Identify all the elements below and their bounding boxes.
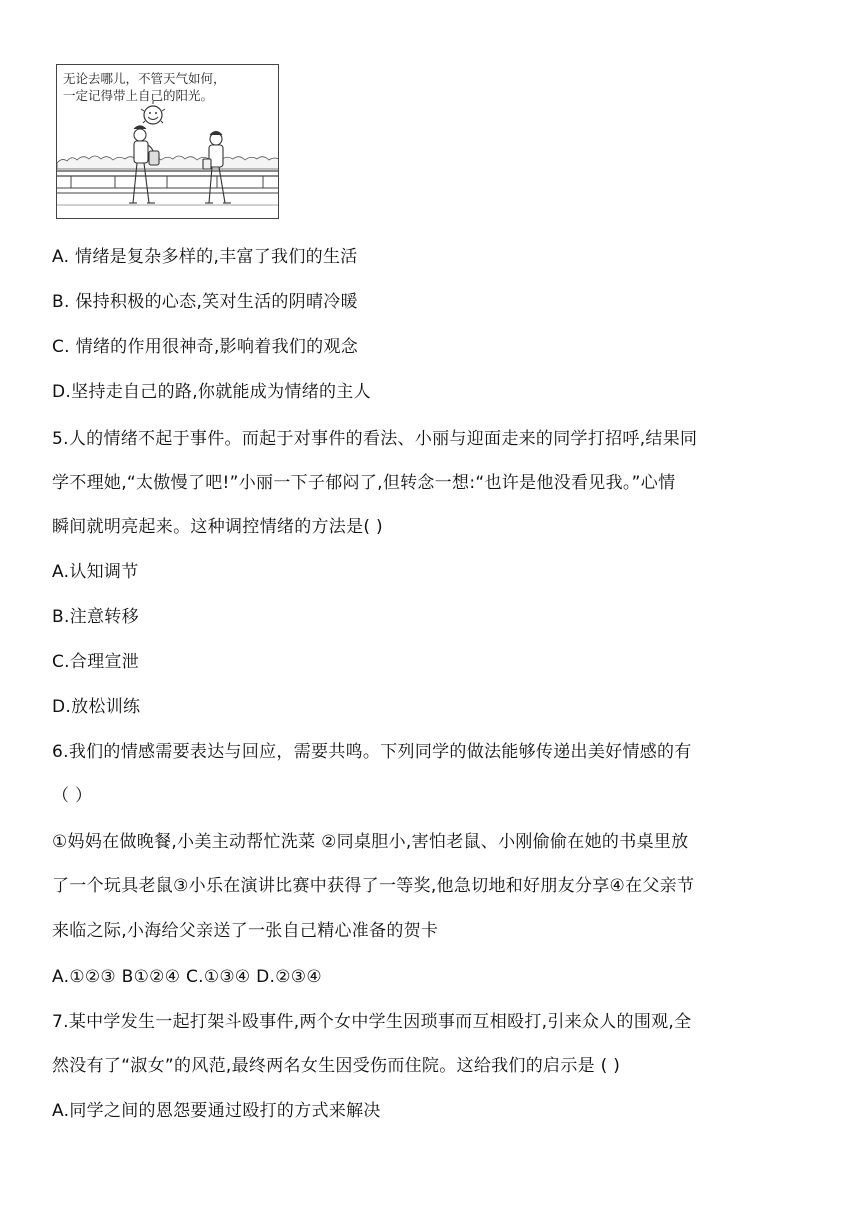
question-6-statements-line-1: ①妈妈在做晚餐,小美主动帮忙洗菜 ②同桌胆小,害怕老鼠、小刚偷偷在她的书桌里放 [52,832,689,852]
question-5-line-1: 5.人的情绪不起于事件。而起于对事件的看法、小丽与迎面走来的同学打招呼,结果同 [52,429,698,449]
question-6-line-2: （ ） [52,786,93,806]
option-b-q4: B. 保持积极的心态,笑对生活的阴晴冷暖 [52,292,358,312]
option-b-q5: B.注意转移 [52,607,139,627]
question-6-options: A.①②③ B①②④ C.①③④ D.②③④ [52,967,322,987]
cartoon-illustration [56,64,279,219]
question-5-line-2: 学不理她,“太傲慢了吧!”小丽一下子郁闷了,但转念一想:“也许是他没看见我。”心情 [52,473,676,493]
question-5-line-3: 瞬间就明亮起来。这种调控情绪的方法是( ) [52,517,383,537]
smiling-sun-icon [141,101,165,124]
option-a-q4: A. 情绪是复杂多样的,丰富了我们的生活 [52,247,358,267]
question-6-line-1: 6.我们的情感需要表达与回应，需要共鸣。下列同学的做法能够传递出美好情感的有 [52,742,692,762]
question-7-line-2: 然没有了“淑女”的风范,最终两名女生因受伤而住院。这给我们的启示是 ( ) [52,1056,621,1076]
option-d-q4: D.坚持走自己的路,你就能成为情绪的主人 [52,382,371,402]
option-a-q5: A.认知调节 [52,562,139,582]
option-d-q5: D.放松训练 [52,697,141,717]
option-c-q4: C. 情绪的作用很神奇,影响着我们的观念 [52,337,359,357]
option-a-q7: A.同学之间的恩怨要通过殴打的方式来解决 [52,1101,381,1121]
question-6-statements-line-2: 了一个玩具老鼠③小乐在演讲比赛中获得了一等奖,他急切地和好朋友分享④在父亲节 [52,876,695,896]
option-c-q5: C.合理宣泄 [52,652,140,672]
question-6-statements-line-3: 来临之际,小海给父亲送了一张自己精心准备的贺卡 [52,921,439,941]
cartoon-caption: 无论去哪儿，不管天气如何， 一定记得带上自己的阳光。 [63,71,226,103]
question-7-line-1: 7.某中学发生一起打架斗殴事件,两个女中学生因琐事而互相殴打,引来众人的围观,全 [52,1012,692,1032]
